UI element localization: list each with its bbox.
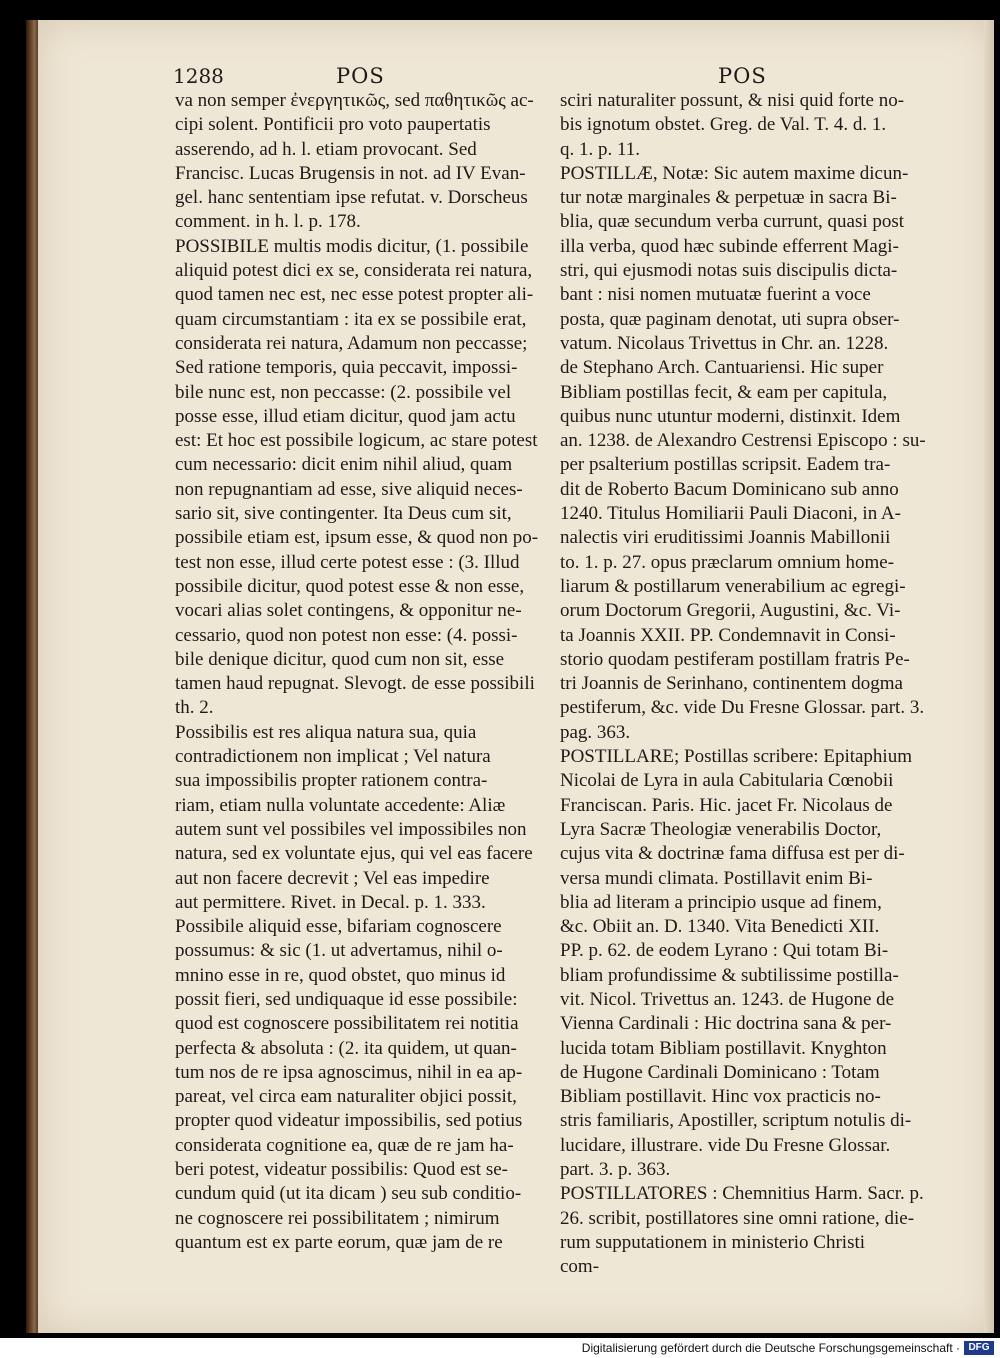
- text-line: cessario, quod non potest non esse: (4. possi-: [175, 624, 518, 646]
- text-line: posta, quæ paginam denotat, uti supra obser-: [560, 308, 900, 330]
- text-line: cum necessario: dicit enim nihil aliud, quam: [175, 454, 513, 476]
- text-line: to. 1. p. 27. opus præclarum omnium home-: [560, 551, 895, 573]
- text-line: Nicolai de Lyra in aula Cabitularia Cœnobii: [560, 770, 894, 792]
- text-line: posse esse, illud etiam dicitur, quod jam actu: [175, 405, 516, 427]
- text-line: non repugnantiam ad esse, sive aliquid neces-: [175, 478, 523, 500]
- text-line: possit fieri, sed undiquaque id esse possibile:: [175, 988, 518, 1010]
- right-column: [560, 89, 932, 1280]
- text-line: perfecta & absoluta : (2. ita quidem, ut quan-: [175, 1037, 517, 1059]
- text-line: Bibliam postillavit. Hinc vox practicis no-: [560, 1086, 881, 1108]
- text-line: part. 3. p. 363.: [560, 1159, 671, 1181]
- text-line: Francisc. Lucas Brugensis in not. ad IV Evan-: [175, 162, 526, 184]
- text-line: cipi solent. Pontificii pro voto paupertatis: [175, 114, 491, 136]
- text-line: mnino esse in re, quod obstet, quo minus id: [175, 964, 506, 986]
- text-line: liarum & postillarum venerabilium ac egregi-: [560, 575, 906, 597]
- text-line: vatum. Nicolaus Trivettus in Chr. an. 1228.: [560, 332, 889, 354]
- text-line: Franciscan. Paris. Hic. jacet Fr. Nicolaus de: [560, 794, 893, 816]
- text-line: POSSIBILE multis modis dicitur, (1. possibile: [175, 235, 529, 257]
- text-line: bile denique dicitur, quod cum non sit, esse: [175, 648, 505, 670]
- text-line: ta Joannis XXII. PP. Condemnavit in Consi-: [560, 624, 896, 646]
- text-line: quam circumstantiam : ita ex se possibile erat,: [175, 308, 527, 330]
- text-line: q. 1. p. 11.: [560, 138, 641, 160]
- text-line: tur notæ marginales & perpetuæ in sacra Bi-: [560, 187, 897, 209]
- text-line: Bibliam postillas fecit, & eam per capitula,: [560, 381, 888, 403]
- text-line: sario sit, sive contingenter. Ita Deus cum sit,: [175, 503, 512, 525]
- text-line: an. 1238. de Alexandro Cestrensi Episcopo : su-: [560, 430, 926, 452]
- text-line: stri, qui ejusmodi notas suis discipulis dicta-: [560, 260, 898, 282]
- text-line: est: Et hoc est possibile logicum, ac stare potest: [175, 430, 538, 452]
- text-line: beri potest, videatur possibilis: Quod est se-: [175, 1159, 508, 1181]
- text-line: versa mundi climata. Postillavit enim Bi-: [560, 867, 873, 889]
- text-line: blia, quæ secundum verba currunt, quasi post: [560, 211, 905, 233]
- text-line: PP. p. 62. de eodem Lyrano : Qui totam Bi-: [560, 940, 889, 962]
- text-line: pag. 363.: [560, 721, 631, 743]
- text-line: &c. Obiit an. D. 1340. Vita Benedicti XII.: [560, 916, 880, 938]
- text-line: possibile etiam est, ipsum esse, & quod non po-: [175, 527, 539, 549]
- text-line: illa verba, quod hæc subinde efferrent Magi-: [560, 235, 899, 257]
- text-line: aut permittere. Rivet. in Decal. p. 1. 333.: [175, 891, 486, 913]
- text-line: bant : nisi nomen mutuatæ fuerint a voce: [560, 284, 871, 306]
- left-column: [175, 89, 547, 1255]
- text-line: 1240. Titulus Homiliarii Pauli Diaconi, in A-: [560, 503, 901, 525]
- footer-credit: Digitalisierung gefördert durch die Deutsche Forschungsgemeinschaft ·: [581, 1341, 960, 1355]
- text-line: 26. scribit, postillatores sine omni ratione, die-: [560, 1207, 915, 1229]
- text-line: quod tamen nec est, nec esse potest propter ali-: [175, 284, 534, 306]
- text-line: vocari alias solet contingens, & opponitur ne-: [175, 600, 522, 622]
- text-line: propter quod videatur impossibilis, sed potius: [175, 1110, 523, 1132]
- text-line: dit de Roberto Bacum Dominicano sub anno: [560, 478, 899, 500]
- text-line: tum nos de re ipsa agnoscimus, nihil in ea ap-: [175, 1061, 523, 1083]
- text-line: rum supputationem in ministerio Christi: [560, 1231, 866, 1253]
- footer-bar: [0, 1338, 1000, 1358]
- text-line: riam, etiam nulla voluntate accedente: Aliæ: [175, 794, 506, 816]
- text-line: POSTILLÆ, Notæ: Sic autem maxime dicun-: [560, 162, 909, 184]
- dfg-logo: DFG: [964, 1341, 994, 1355]
- text-line: nalectis viri eruditissimi Joannis Mabillonii: [560, 527, 891, 549]
- text-line: considerata cognitione ea, quæ de re jam ha-: [175, 1134, 514, 1156]
- text-line: POSTILLATORES : Chemnitius Harm. Sacr. p.: [560, 1183, 924, 1205]
- text-line: quantum est ex parte eorum, quæ jam de re: [175, 1231, 503, 1253]
- text-line: aliquid potest dici ex se, considerata rei natura,: [175, 260, 533, 282]
- text-line: th. 2.: [175, 697, 214, 719]
- text-line: cundum quid (ut ita dicam ) seu sub conditio-: [175, 1183, 522, 1205]
- text-line: blia ad literam a principio usque ad finem,: [560, 891, 882, 913]
- text-line: tamen haud repugnat. Slevogt. de esse possibili: [175, 673, 535, 695]
- page-number: 1288: [173, 64, 224, 88]
- text-line: possibile dicitur, quod potest esse & non esse,: [175, 575, 525, 597]
- text-line: bile nunc est, non peccasse: (2. possibile vel: [175, 381, 512, 403]
- text-line: lucidare, illustrare. vide Du Fresne Glossar.: [560, 1134, 891, 1156]
- text-line: quibus nunc utuntur moderni, distinxit. Idem: [560, 405, 901, 427]
- running-header-left: POS: [336, 64, 385, 88]
- text-line: orum Doctorum Gregorii, Augustini, &c. Vi-: [560, 600, 901, 622]
- text-line: possumus: & sic (1. ut advertamus, nihil o-: [175, 940, 503, 962]
- text-line: per psalterium postillas scripsit. Eadem tra-: [560, 454, 891, 476]
- text-line: vit. Nicol. Trivettus an. 1243. de Hugone de: [560, 988, 895, 1010]
- text-line: com-: [560, 1256, 600, 1278]
- text-line: sua impossibilis propter rationem contra-: [175, 770, 488, 792]
- text-line: pestiferum, &c. vide Du Fresne Glossar. part. 3.: [560, 697, 925, 719]
- text-line: de Hugone Cardinali Dominicano : Totam: [560, 1061, 880, 1083]
- text-line: quod est cognoscere possibilitatem rei notitia: [175, 1013, 519, 1035]
- text-line: storio quodam pestiferam postillam fratris Pe-: [560, 648, 910, 670]
- text-line: tri Joannis de Serinhano, continentem dogma: [560, 673, 903, 695]
- text-line: Sed ratione temporis, quia peccavit, impossi-: [175, 357, 518, 379]
- text-line: gel. hanc sententiam ipse refutat. v. Dorscheus: [175, 187, 528, 209]
- text-line: natura, sed ex voluntate ejus, qui vel eas facere: [175, 843, 533, 865]
- text-line: Possibile aliquid esse, bifariam cognoscere: [175, 916, 502, 938]
- text-line: comment. in h. l. p. 178.: [175, 211, 361, 233]
- text-line: pareat, vel circa eam naturaliter objici possit,: [175, 1086, 517, 1108]
- text-line: test non esse, illud certe potest esse : (3. Illud: [175, 551, 520, 573]
- text-line: Possibilis est res aliqua natura sua, quia: [175, 721, 477, 743]
- text-line: sciri naturaliter possunt, & nisi quid forte no-: [560, 90, 905, 111]
- text-line: ne cognoscere rei possibilitatem ; nimirum: [175, 1207, 500, 1229]
- text-line: cujus vita & doctrinæ fama diffusa est per di-: [560, 843, 905, 865]
- text-line: considerata rei natura, Adamum non peccasse;: [175, 332, 528, 354]
- text-line: contradictionem non implicat ; Vel natura: [175, 746, 491, 768]
- text-line: bis ignotum obstet. Greg. de Val. T. 4. d. 1.: [560, 114, 887, 136]
- text-line: POSTILLARE; Postillas scribere: Epitaphium: [560, 746, 912, 768]
- text-line: lucida totam Bibliam postillavit. Knyghton: [560, 1037, 887, 1059]
- text-line: autem sunt vel possibiles vel impossibiles non: [175, 818, 527, 840]
- text-line: va non semper ἐνεργητικῶς, sed παθητικῶς ac-: [175, 90, 534, 111]
- running-header-right: POS: [718, 64, 767, 88]
- text-line: bliam profundissime & subtilissime postilla-: [560, 964, 899, 986]
- text-line: Lyra Sacræ Theologiæ venerabilis Doctor,: [560, 818, 882, 840]
- text-line: stris familiaris, Apostiller, scriptum notulis di-: [560, 1110, 912, 1132]
- text-line: asserendo, ad h. l. etiam provocant. Sed: [175, 138, 477, 160]
- page-edge: [984, 20, 994, 1333]
- text-line: Vienna Cardinali : Hic doctrina sana & per-: [560, 1013, 892, 1035]
- text-line: aut non facere decrevit ; Vel eas impedire: [175, 867, 490, 889]
- text-line: de Stephano Arch. Cantuariensi. Hic super: [560, 357, 884, 379]
